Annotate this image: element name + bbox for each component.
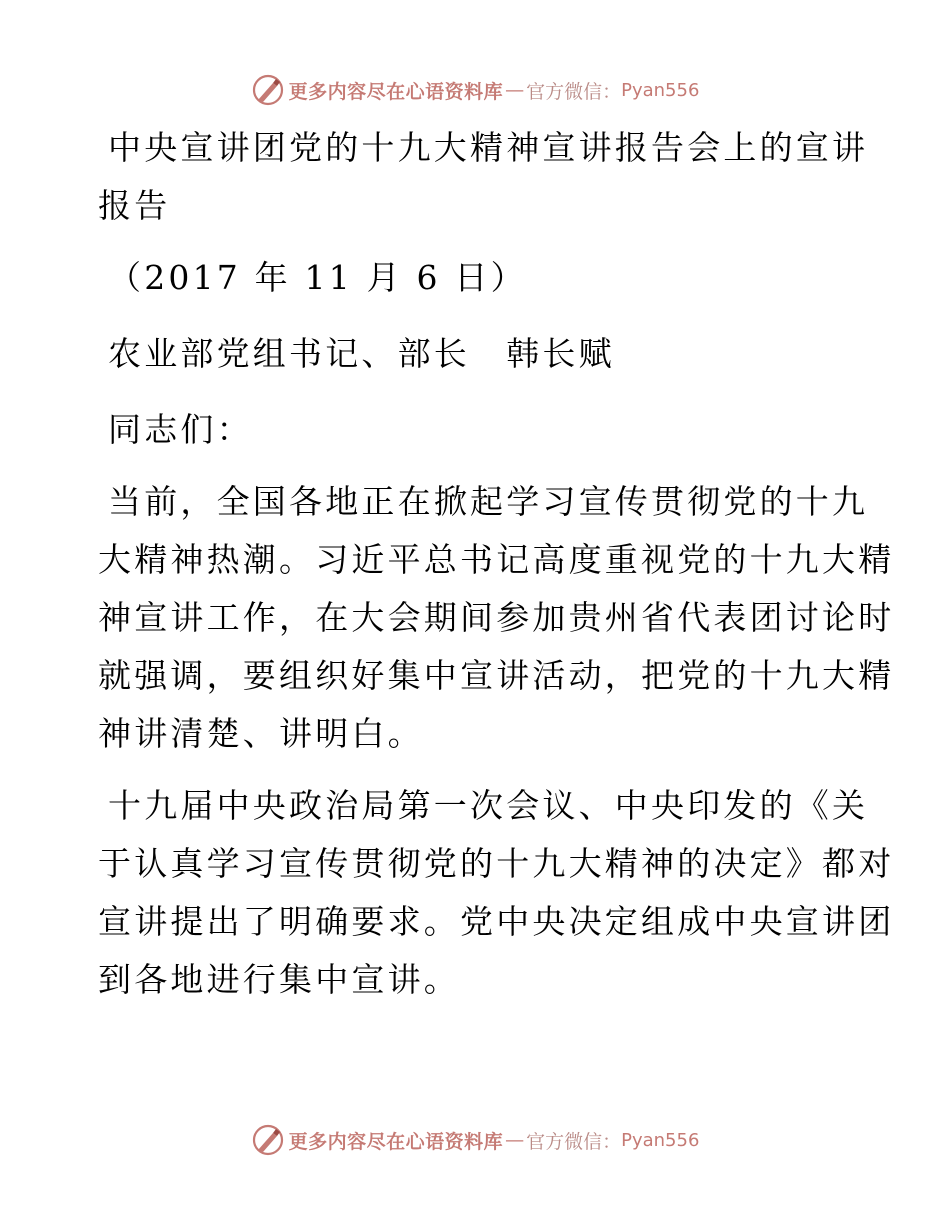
watermark-wechat-id: Pyan556 (621, 1129, 700, 1151)
paragraph-1-line: 神讲清楚、讲明白。 (98, 714, 424, 753)
pen-logo-icon (251, 1123, 285, 1157)
paragraph-2-line: 宣讲提出了明确要求。党中央决定组成中央宣讲团 (98, 902, 895, 941)
paragraph-1-line: 就强调，要组织好集中宣讲活动，把党的十九大精 (98, 656, 895, 695)
watermark-wechat-id: Pyan556 (621, 79, 700, 101)
watermark-text: 更多内容尽在心语资料库 (288, 80, 504, 103)
footer-watermark (0, 1120, 950, 1160)
watermark-label: 官方微信： (526, 1130, 622, 1153)
document-date: （2017 年 11 月 6 日） (108, 258, 527, 297)
watermark-dash: — (505, 1129, 525, 1151)
pen-logo-icon (251, 73, 285, 107)
paragraph-2-line: 于认真学习宣传贯彻党的十九大精神的决定》都对 (98, 844, 895, 883)
header-watermark (0, 70, 950, 110)
watermark-text: 更多内容尽在心语资料库 (288, 1130, 504, 1153)
document-speaker: 农业部党组书记、部长 韩长赋 (108, 334, 615, 373)
document-title-line-2: 报告 (98, 186, 171, 225)
watermark-label: 官方微信： (526, 80, 622, 103)
paragraph-2-line: 十九届中央政治局第一次会议、中央印发的《关 (108, 786, 869, 825)
paragraph-1-line: 神宣讲工作，在大会期间参加贵州省代表团讨论时 (98, 598, 895, 637)
document-title-line-1: 中央宣讲团党的十九大精神宣讲报告会上的宣讲 (108, 128, 869, 167)
watermark-dash: — (505, 79, 525, 101)
paragraph-1-line: 大精神热潮。习近平总书记高度重视党的十九大精 (98, 540, 895, 579)
document-greeting: 同志们： (108, 410, 253, 449)
paragraph-2-line: 到各地进行集中宣讲。 (98, 960, 460, 999)
paragraph-1-line: 当前，全国各地正在掀起学习宣传贯彻党的十九 (108, 482, 869, 521)
